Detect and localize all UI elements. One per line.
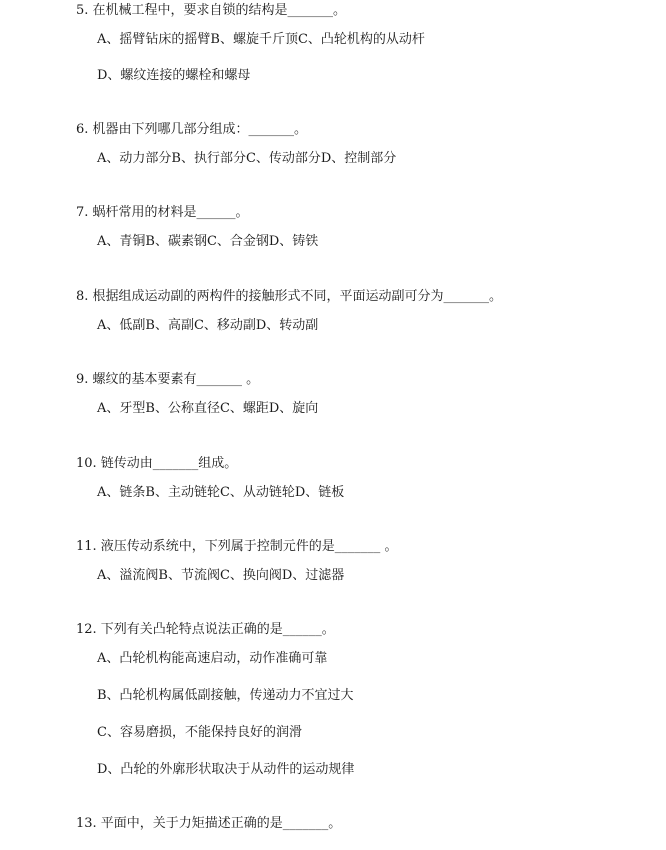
question-12-stem: 12. 下列有关凸轮特点说法正确的是______。 <box>76 622 335 637</box>
question-13-stem: 13. 平面中，关于力矩描述正确的是_______。 <box>76 816 342 831</box>
question-5-stem: 5. 在机械工程中，要求自锁的结构是_______。 <box>76 3 347 18</box>
question-9-options: A、牙型B、公称直径C、螺距D、旋向 <box>97 401 319 416</box>
question-9-stem: 9. 螺纹的基本要素有_______ 。 <box>76 372 260 387</box>
question-12-option-a: A、凸轮机构能高速启动，动作准确可靠 <box>97 651 328 666</box>
question-11-stem: 11. 液压传动系统中，下列属于控制元件的是_______ 。 <box>76 539 398 554</box>
question-8-stem: 8. 根据组成运动副的两构件的接触形式不同，平面运动副可分为_______。 <box>76 289 503 304</box>
question-7-options: A、青铜B、碳素钢C、合金钢D、铸铁 <box>97 234 319 249</box>
question-5-option-line-2: D、螺纹连接的螺栓和螺母 <box>97 68 251 83</box>
question-12-option-c: C、容易磨损，不能保持良好的润滑 <box>97 725 302 740</box>
question-6-options: A、动力部分B、执行部分C、传动部分D、控制部分 <box>97 151 397 166</box>
question-10-stem: 10. 链传动由_______组成。 <box>76 456 238 471</box>
question-11-options: A、溢流阀B、节流阀C、换向阀D、过滤器 <box>97 568 345 583</box>
question-12-option-b: B、凸轮机构属低副接触，传递动力不宜过大 <box>97 688 354 703</box>
question-10-options: A、链条B、主动链轮C、从动链轮D、链板 <box>97 485 345 500</box>
question-7-stem: 7. 蜗杆常用的材料是______。 <box>76 205 249 220</box>
question-6-stem: 6. 机器由下列哪几部分组成：_______。 <box>76 122 308 137</box>
question-8-options: A、低副B、高副C、移动副D、转动副 <box>97 318 319 333</box>
question-5-option-line-1: A、摇臂钻床的摇臂B、螺旋千斤顶C、凸轮机构的从动杆 <box>97 32 425 47</box>
question-12-option-d: D、凸轮的外廓形状取决于从动件的运动规律 <box>97 762 355 777</box>
